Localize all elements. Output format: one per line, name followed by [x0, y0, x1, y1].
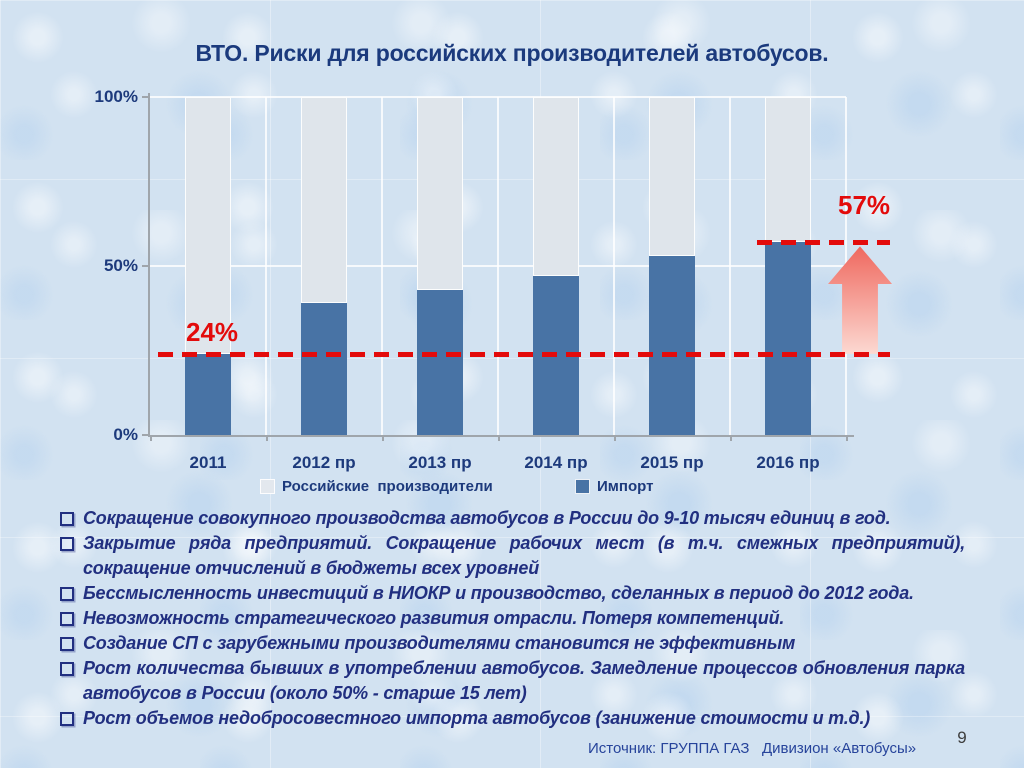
threshold-label: 57% — [838, 190, 891, 221]
list-item — [60, 656, 965, 706]
bar-russian-producers — [301, 97, 347, 303]
bar-russian-producers — [649, 97, 695, 256]
x-axis-label: 2015 пр — [640, 453, 704, 472]
growth-arrow-icon — [828, 246, 892, 354]
legend-swatch-import — [575, 479, 590, 494]
bar-russian-producers — [533, 97, 579, 276]
x-axis-label: 2012 пр — [292, 453, 356, 472]
y-axis-label: 50% — [103, 256, 138, 275]
x-axis-label: 2016 пр — [756, 453, 820, 472]
bar-import — [301, 303, 347, 435]
y-axis-label: 100% — [94, 87, 138, 106]
square-bullet-icon — [60, 712, 74, 726]
y-tick — [142, 265, 148, 267]
bullet-text: Рост количества бывших в употреблении автобусов. Замедление процессов обновления парка автобусов в России (около 50% - старше 15 лет) — [83, 658, 965, 703]
page-number: 9 — [957, 728, 967, 747]
list-item — [60, 606, 965, 631]
y-tick — [142, 434, 148, 436]
bullet-text: Закрытие ряда предприятий. Сокращение рабочих мест (в т.ч. смежных предприятий), сокращение отчислений в бюджеты всех уровней — [83, 533, 965, 578]
list-item — [60, 631, 965, 656]
source-note: Источник: ГРУППА ГАЗ Дивизион «Автобусы» — [588, 740, 917, 757]
bar-import — [765, 242, 811, 435]
x-tick — [382, 437, 384, 441]
bullet-text: Бессмысленность инвестиций в НИОКР и производство, сделанных в период до 2012 года. — [83, 583, 914, 603]
list-item — [60, 531, 965, 581]
y-axis-label: 0% — [113, 425, 138, 444]
bar-russian-producers — [765, 97, 811, 242]
x-tick — [846, 437, 848, 441]
bar-import — [649, 256, 695, 435]
list-item — [60, 506, 965, 531]
bar-russian-producers — [417, 97, 463, 290]
threshold-dash-line — [158, 352, 890, 357]
h-gridline — [150, 96, 846, 98]
square-bullet-icon — [60, 512, 74, 526]
legend-label-russian-producers: Российские производители — [282, 478, 493, 495]
bullet-text: Создание СП с зарубежными производителями становится не эффективным — [83, 633, 796, 653]
x-axis-label: 2011 — [189, 453, 227, 472]
bullet-text: Невозможность стратегического развития отрасли. Потеря компетенций. — [83, 608, 785, 628]
x-axis — [148, 435, 854, 437]
square-bullet-icon — [60, 637, 74, 651]
bar-import — [185, 354, 231, 435]
legend-swatch-russian-producers — [260, 479, 275, 494]
page-title: ВТО. Риски для российских производителей автобусов. — [195, 40, 829, 66]
risk-bullet-list — [60, 506, 965, 731]
square-bullet-icon — [60, 612, 74, 626]
bullet-text: Рост объемов недобросовестного импорта автобусов (занижение стоимости и т.д.) — [83, 708, 871, 728]
square-bullet-icon — [60, 662, 74, 676]
list-item — [60, 581, 965, 606]
bar-russian-producers — [185, 97, 231, 354]
y-axis — [148, 93, 150, 437]
square-bullet-icon — [60, 587, 74, 601]
legend-item-import — [575, 478, 653, 495]
x-tick — [730, 437, 732, 441]
legend-label-import: Импорт — [597, 478, 654, 495]
x-tick — [498, 437, 500, 441]
x-tick — [614, 437, 616, 441]
legend-item-russian-producers — [260, 478, 493, 495]
bullet-text: Сокращение совокупного производства автобусов в России до 9-10 тысяч единиц в год. — [83, 508, 891, 528]
list-item — [60, 706, 965, 731]
y-tick — [142, 96, 148, 98]
threshold-label: 24% — [186, 316, 239, 347]
x-axis-label: 2013 пр — [408, 453, 472, 472]
threshold-dash-line — [757, 240, 890, 245]
x-axis-label: 2014 пр — [524, 453, 588, 472]
h-gridline — [150, 265, 846, 267]
bar-import — [417, 290, 463, 435]
chart-legend — [0, 478, 1024, 500]
x-tick — [266, 437, 268, 441]
x-tick — [150, 437, 152, 441]
square-bullet-icon — [60, 537, 74, 551]
